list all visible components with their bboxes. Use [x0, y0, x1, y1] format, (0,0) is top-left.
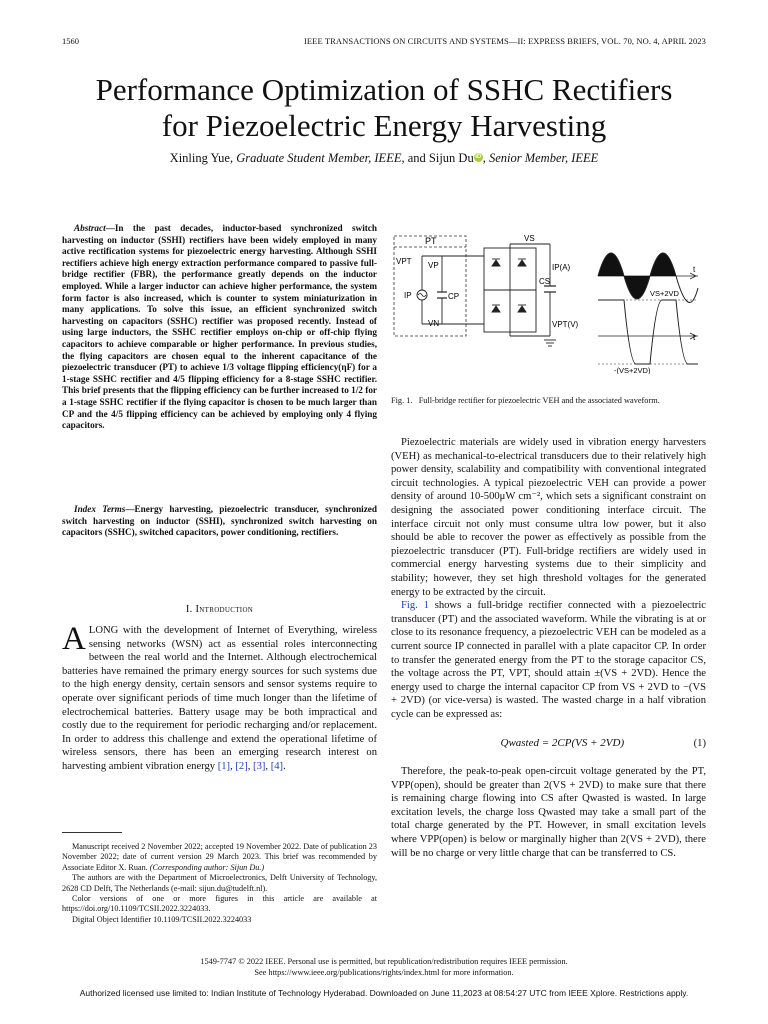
journal-header: IEEE TRANSACTIONS ON CIRCUITS AND SYSTEMS—II: EXPRESS BRIEFS, VOL. 70, NO. 4, APRIL 2023 [303, 36, 706, 46]
abstract-label: Abstract [74, 223, 106, 233]
copyright-notice [40, 957, 728, 978]
index-terms-text: —Energy harvesting, piezoelectric transducer, synchronized switch harvesting on inductor (SSHI), synchronized switch harvesting on capacitors (SSHC), switched capacitors, power conditioning, rectifiers. [62, 504, 377, 538]
vpt-axis-label: VPT(V) [552, 320, 579, 329]
footnotes [62, 842, 377, 925]
footnote-received: Manuscript received 2 November 2022; accepted 19 November 2022. Date of publication 23 November 2022; date of current version 29 March 2023. This brief was recommended by Associate Editor X. Ruan. (Corresponding author: Sijun Du.) [62, 842, 377, 872]
full-bridge-rectifier [484, 248, 536, 332]
paragraph-1: Piezoelectric materials are widely used in vibration energy harvesters (VEH) as mechanical-to-electrical transducers due to their relatively high power density, scalability and compatibility with conventional integrated circuit technologies. A typical piezoelectric VEH can provide a power density of around 10-500μW cm⁻², which sets a significant constraint on designing the associated power conditioning interface circuit. The interface circuit not only must consume ultra low power, but it also should be able to recover the power as effectively as possible from the piezoelectric transducer (PT). Full-bridge rectifiers are widely used in commercial energy harvesting systems due to their simplicity and stability; however, they set high threshold voltages for the generated energy to be extracted by the circuit. [391, 437, 706, 598]
copyright-line-1: 1549-7747 © 2022 IEEE. Personal use is permitted, but republication/redistribution requires IEEE permission. [200, 957, 568, 966]
section-title: Introduction [195, 604, 254, 615]
index-terms [62, 504, 377, 539]
ip-axis-label: IP(A) [552, 263, 571, 272]
figure-caption-label: Fig. 1. [391, 396, 413, 405]
dropcap: A [62, 621, 86, 657]
authorized-use-footer: Authorized licensed use limited to: Indian Institute of Technology Hyderabad. Downloaded on June 11,2023 at 08:54:27 UTC from IEEE Xplore. Restrictions apply. [79, 988, 689, 998]
vs-label: VS [524, 234, 535, 243]
pt-label: PT [425, 236, 437, 246]
ref-link-3[interactable]: [3] [253, 760, 266, 772]
figure-1 [392, 226, 704, 374]
figure-caption [391, 396, 706, 406]
author-line: Xinling Yue, Graduate Student Member, IEEE, and Sijun Du iD , Senior Member, IEEE [169, 151, 599, 165]
vp-label: VP [428, 261, 439, 270]
neg-vs-2vd-label: -(VS+2VD) [614, 366, 651, 374]
vs-2vd-label: VS+2VD [650, 289, 679, 298]
ref-link-1[interactable]: [1] [217, 760, 231, 772]
page-number: 1560 [62, 36, 79, 46]
waveform-vpt [598, 300, 698, 364]
footnote-doi: Digital Object Identifier 10.1109/TCSII.2022.3224033 [72, 914, 252, 924]
cp-label: CP [448, 292, 460, 301]
t-axis-label-1: t [693, 265, 696, 274]
paragraph-3: Therefore, the peak-to-peak open-circuit voltage generated by the PT, VPP(open), should be greater than 2(VS + 2VD) to make sure that there is remaining charge flowing into CS after Qwasted is wasted. In large excitation levels, the charge loss Qwasted may take a small part of the total charge generated by the PT. However, in small excitation levels where VPP(open) is below or marginally higher than 2(VS + 2VD), there will be no charge or very little charge that can be transferred to CS. [391, 766, 706, 859]
section-heading [62, 604, 377, 615]
intro-paragraph: ALONG with the development of Internet of Everything, wireless sensing networks (WSN) act as essential roles interconnecting between the real world and the Internet. Although electrochemical batteries have remained the primary energy sources for such systems due to the high energy density, certain sensors and sensor systems require to operate over significant periods of time much longer than the lifetime of electrochemical batteries. Battery usage may be both impractical and costly due to the requirement for periodic recharging and/or replacement. In order to address this challenge and extend the operational lifetime of wireless sensors, there has been an emerging research interest on harvesting ambient vibration energy [1], [2], [3], [4]. [62, 621, 377, 772]
paragraph-2: Fig. 1 shows a full-bridge rectifier connected with a piezoelectric transducer (PT) and the associated waveform. While the vibrating is at or close to its resonance frequency, a piezoelectric VEH can be modeled as a current source IP connected in parallel with a plate capacitor CP. In order to transfer the generated energy from the PT to the storage capacitor CS, the voltage across the PT, VPT, should attain ±(VS + 2VD). Hence the energy used to charge the internal capacitor CP from VS + 2VD to −(VS + 2VD) (or vice-versa) is wasted. The wasted charge in a half vibration cycle can be expressed as: [391, 600, 706, 720]
waveform-ip [598, 253, 698, 302]
author-2: , and Sijun Du [401, 151, 474, 165]
equation-number: (1) [693, 738, 706, 750]
title-line-2: for Piezoelectric Energy Harvesting [161, 108, 607, 143]
vpt-label: VPT [396, 257, 412, 266]
section-numeral: I. [185, 604, 193, 615]
copyright-line-2: See https://www.ieee.org/publications/rights/index.html for more information. [254, 967, 514, 977]
orcid-icon[interactable]: iD [475, 154, 482, 160]
author-2-role: Senior Member, IEEE [488, 151, 599, 165]
t-axis-label-2: t [693, 333, 696, 342]
paper-title [40, 72, 728, 144]
right-column-body [391, 436, 706, 860]
author-1: Xinling Yue, [169, 151, 234, 165]
cs-label: CS [539, 277, 551, 286]
ref-link-2[interactable]: [2] [235, 760, 248, 772]
ref-link-4[interactable]: [4] [270, 760, 284, 772]
figure-caption-text: Full-bridge rectifier for piezoelectric VEH and the associated waveform. [418, 396, 660, 405]
equation-1 [391, 737, 706, 751]
vn-label: VN [428, 319, 440, 328]
footnote-divider [62, 832, 122, 833]
intro-text: with the development of Internet of Everything, wireless sensing networks (WSN) act as essential roles interconnecting between the real world and the Internet. Although electrochemical batteries have remained the primary energy sources for such systems due to the high energy density, certain sensors and sensor systems require to operate over significant periods of time much longer than the lifetime of electrochemical batteries. Battery usage may be both impractical and costly due to the requirement for periodic recharging and/or replacement. In order to address this challenge and extend the operational lifetime of wireless sensors, there has been an emerging research interest on harvesting ambient vibration energy [62, 625, 377, 772]
abstract-text: —In the past decades, inductor-based synchronized switch harvesting on inductor (SSHI) rectifiers have been widely employed in many active rectification systems for piezoelectric energy harvesting. Although SSHI rectifiers achieve high energy extraction performance compared to passive full-bridge rectifier (FBR), the performance greatly depends on the inductor employed. While a larger inductor can achieve higher performance, the system form factor is also increased, which is counter to system miniaturization in many applications. To solve this issue, an efficient synchronized switch harvesting on capacitors (SSHC) rectifier was proposed recently. Instead of using large inductors, the SSHC rectifier employs on-chip or off-chip flying capacitors to achieve comparable or higher performance. In previous studies, the flying capacitors are chosen equal to the inherent capacitance of the piezoelectric transducer (PT) to achieve 1/3 voltage flipping efficiency(ηF) for a 1-stage SSHC rectifier and 4/5 flipping efficiency for a 8-stage SSHC rectifier. This brief presents that the flipping efficiency can be further increased to 1/2 for a 1-stage SSHC rectifier if the flying capacitor is chosen to be much larger than CP and the 4/5 flipping efficiency can be achieved by employing only 4 flying capacitors. [62, 223, 377, 431]
title-line-1: Performance Optimization of SSHC Rectifiers [95, 72, 673, 107]
equation-body: Qwasted = 2CP(VS + 2VD) [500, 737, 625, 750]
footnote-affiliation: The authors are with the Department of Microelectronics, Delft University of Technology, 2628 CD Delft, The Netherlands (e-mail: sijun.du@tudelft.nl). [62, 873, 377, 893]
author-1-role: Graduate Student Member, IEEE [236, 151, 402, 165]
index-terms-label: Index Terms [74, 504, 126, 514]
footnote-color: Color versions of one or more figures in this article are available at https://doi.org/10.1109/TCSII.2022.3224033. [62, 894, 377, 914]
intro-lead: LONG [88, 625, 119, 636]
abstract [62, 223, 377, 432]
ip-label: IP [404, 291, 412, 300]
fig-1-link[interactable]: Fig. 1 [401, 600, 429, 612]
